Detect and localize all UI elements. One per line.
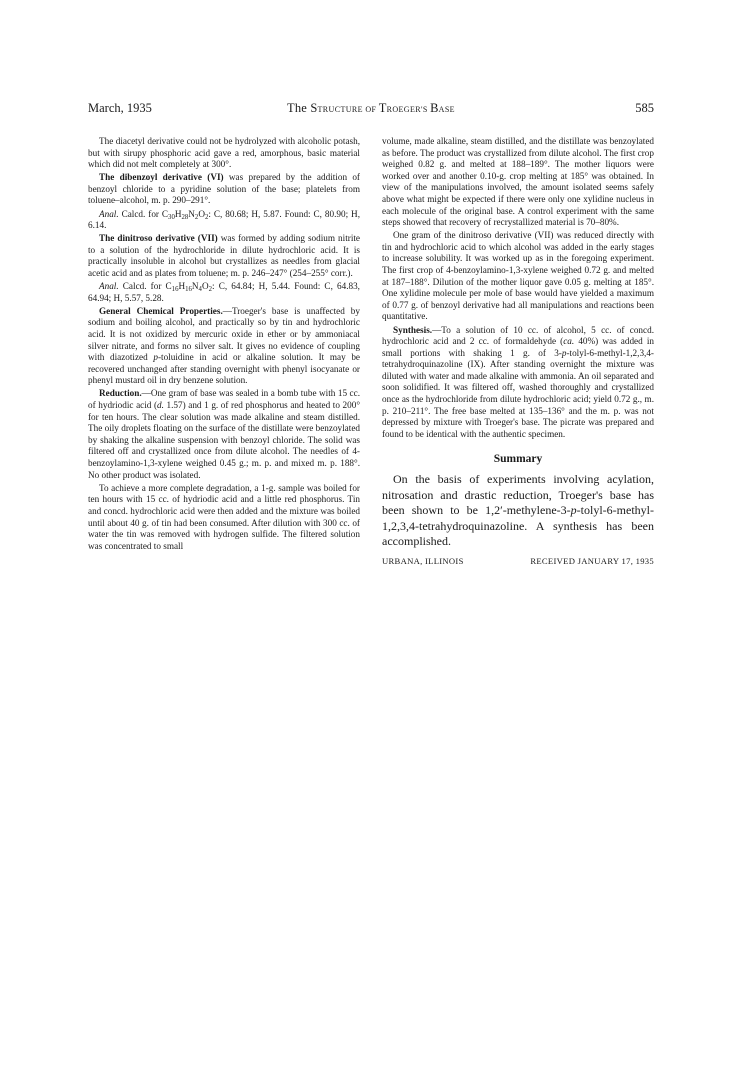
issue-date: March, 1935 bbox=[88, 101, 152, 115]
continued-paragraph: volume, made alkaline, steam distilled, and the distillate was benzoylated as before. The product was crystallized from dilute alcohol. The first crop weighed 0.82 g. and melted at 188–189°. The mother liquors were worked over and another 0.10-g. crop melting at 185° was obtained. In view of the manipulations involved, the amount isolated seems safely above what might be expected if there were only one xylidine nucleus in each molecule of the original base. A control experiment with the same steps showed that recovery of recrystallized material is 70–80%. bbox=[382, 136, 654, 228]
general-properties-paragraph: General Chemical Properties.—Troeger's base is unaffected by sodium and boiling alcohol, and practically so by tin and hydrochloric acid. It is not oxidized by mercuric oxide in ether or by ammoniacal silver nitrate, and forms no silver salt. It gives no evidence of coupling with diazotized p-toluidine in acid or alkaline solution. It may be recovered unchanged after standing overnight with phenyl isocyanate or phenyl mustard oil in dry benzene solution. bbox=[88, 305, 360, 386]
received-date: RECEIVED JANUARY 17, 1935 bbox=[530, 555, 654, 566]
running-header bbox=[88, 101, 654, 119]
summary-heading: Summary bbox=[493, 453, 543, 466]
dibenzoyl-analysis: Anal. Calcd. for $C_{30}H_{28}N_2O_2$: C, 80.68; H, 5.87. Found: C, 80.90; H, 6.14. bbox=[88, 208, 360, 231]
degradation-paragraph: To achieve a more complete degradation, a 1-g. sample was boiled for ten hours with 15 cc. of hydriodic acid and a little red phosphorus. Tin and concd. hydrochloric acid were then added and the mixture was boiled until about 40 g. of tin had been consumed. After dilution with 300 cc. of water the tin was removed with hydrogen sulfide. The filtered solution was concentrated to small bbox=[88, 482, 360, 551]
right-column bbox=[382, 136, 654, 567]
dinitroso-paragraph: The dinitroso derivative (VII) was formed by adding sodium nitrite to a solution of the hydrochloride in dilute hydrochloric acid. It is practically insoluble in alcohol but crystallizes as needles from glacial acetic acid and as plates from toluene; m. p. 246–247° (254–255° corr.). bbox=[88, 233, 360, 279]
dinitroso-reduction-paragraph: One gram of the dinitroso derivative (VII) was reduced directly with tin and hydrochloric acid to which alcohol was added in the early stages to increase solubility. It was worked up as in the foregoing experiment. The first crop of 4-benzoylamino-1,3-xylene weighed 0.72 g. and melted at 187–188°. Dilution of the mother liquor gave 0.05 g. melting at 185°. One xylidine molecule per mole of base would have yielded a maximum of 0.77 g. of benzoyl derivative had all manipulations and reactions been quantitative. bbox=[382, 230, 654, 322]
page-number: 585 bbox=[635, 101, 654, 115]
summary-paragraph: On the basis of experiments involving acylation, nitrosation and drastic reduction, Troeger's base has been shown to be 1,2′-methylene-3-p-tolyl-6-methyl-1,2,3,4-tetrahydroquinazoline. A synthesis has been accomplished. bbox=[382, 472, 654, 549]
dinitroso-analysis: Anal. Calcd. for $C_{16}H_{16}N_4O_2$: C, 64.84; H, 5.44. Found: C, 64.83, 64.94; H, 5.57, 5.28. bbox=[88, 281, 360, 303]
dibenzoyl-paragraph: The dibenzoyl derivative (VI) was prepared by the addition of benzoyl chloride to a pyridine solution of the base; platelets from toluene–alcohol, m. p. 290–291°. bbox=[88, 172, 360, 206]
affiliation-location: URBANA, ILLINOIS bbox=[382, 555, 464, 566]
running-title: The STRUCTURE OF TROEGER'S BASE bbox=[287, 101, 455, 115]
diacetyl-paragraph: The diacetyl derivative could not be hydrolyzed with alcoholic potash, but with sirupy phosphoric acid gave a red, amorphous, basic material which did not melt completely at 300°. bbox=[88, 136, 360, 170]
synthesis-paragraph: Synthesis.—To a solution of 10 cc. of alcohol, 5 cc. of concd. hydrochloric acid and 2 cc. of formaldehyde (ca. 40%) was added in small portions with shaking 1 g. of 3-p-tolyl-6-methyl-1,2,3,4-tetrahydroquinazoline (IX). After standing overnight the mixture was diluted with water and made alkaline with ammonia. An oil separated and soon solidified. It was filtered off, washed thoroughly and crystallized once as the hydrochloride from dilute hydrochloric acid; yield 0.72 g., m. p. 210–211°. The free base melted at 135–136° and the m. p. was not depressed by mixture with Troeger's base. The picrate was prepared and found to be identical with the authentic specimen. bbox=[382, 324, 654, 439]
affiliation-footer bbox=[382, 556, 654, 568]
reduction-paragraph: Reduction.—One gram of base was sealed in a bomb tube with 15 cc. of hydriodic acid (d. 1.57) and 1 g. of red phosphorus and heated to 200° for ten hours. The clear solution was made alkaline and steam distilled. The oily droplets floating on the surface of the distillate were benzoylated by shaking the alkaline suspension with benzoyl chloride. The solid was filtered off and crystallized once from dilute alcohol. The needles of 4-benzoylamino-1,3-xylene weighed 0.45 g.; m. p. and mixed m. p. 188°. No other product was isolated. bbox=[88, 388, 360, 480]
left-column bbox=[88, 136, 360, 554]
